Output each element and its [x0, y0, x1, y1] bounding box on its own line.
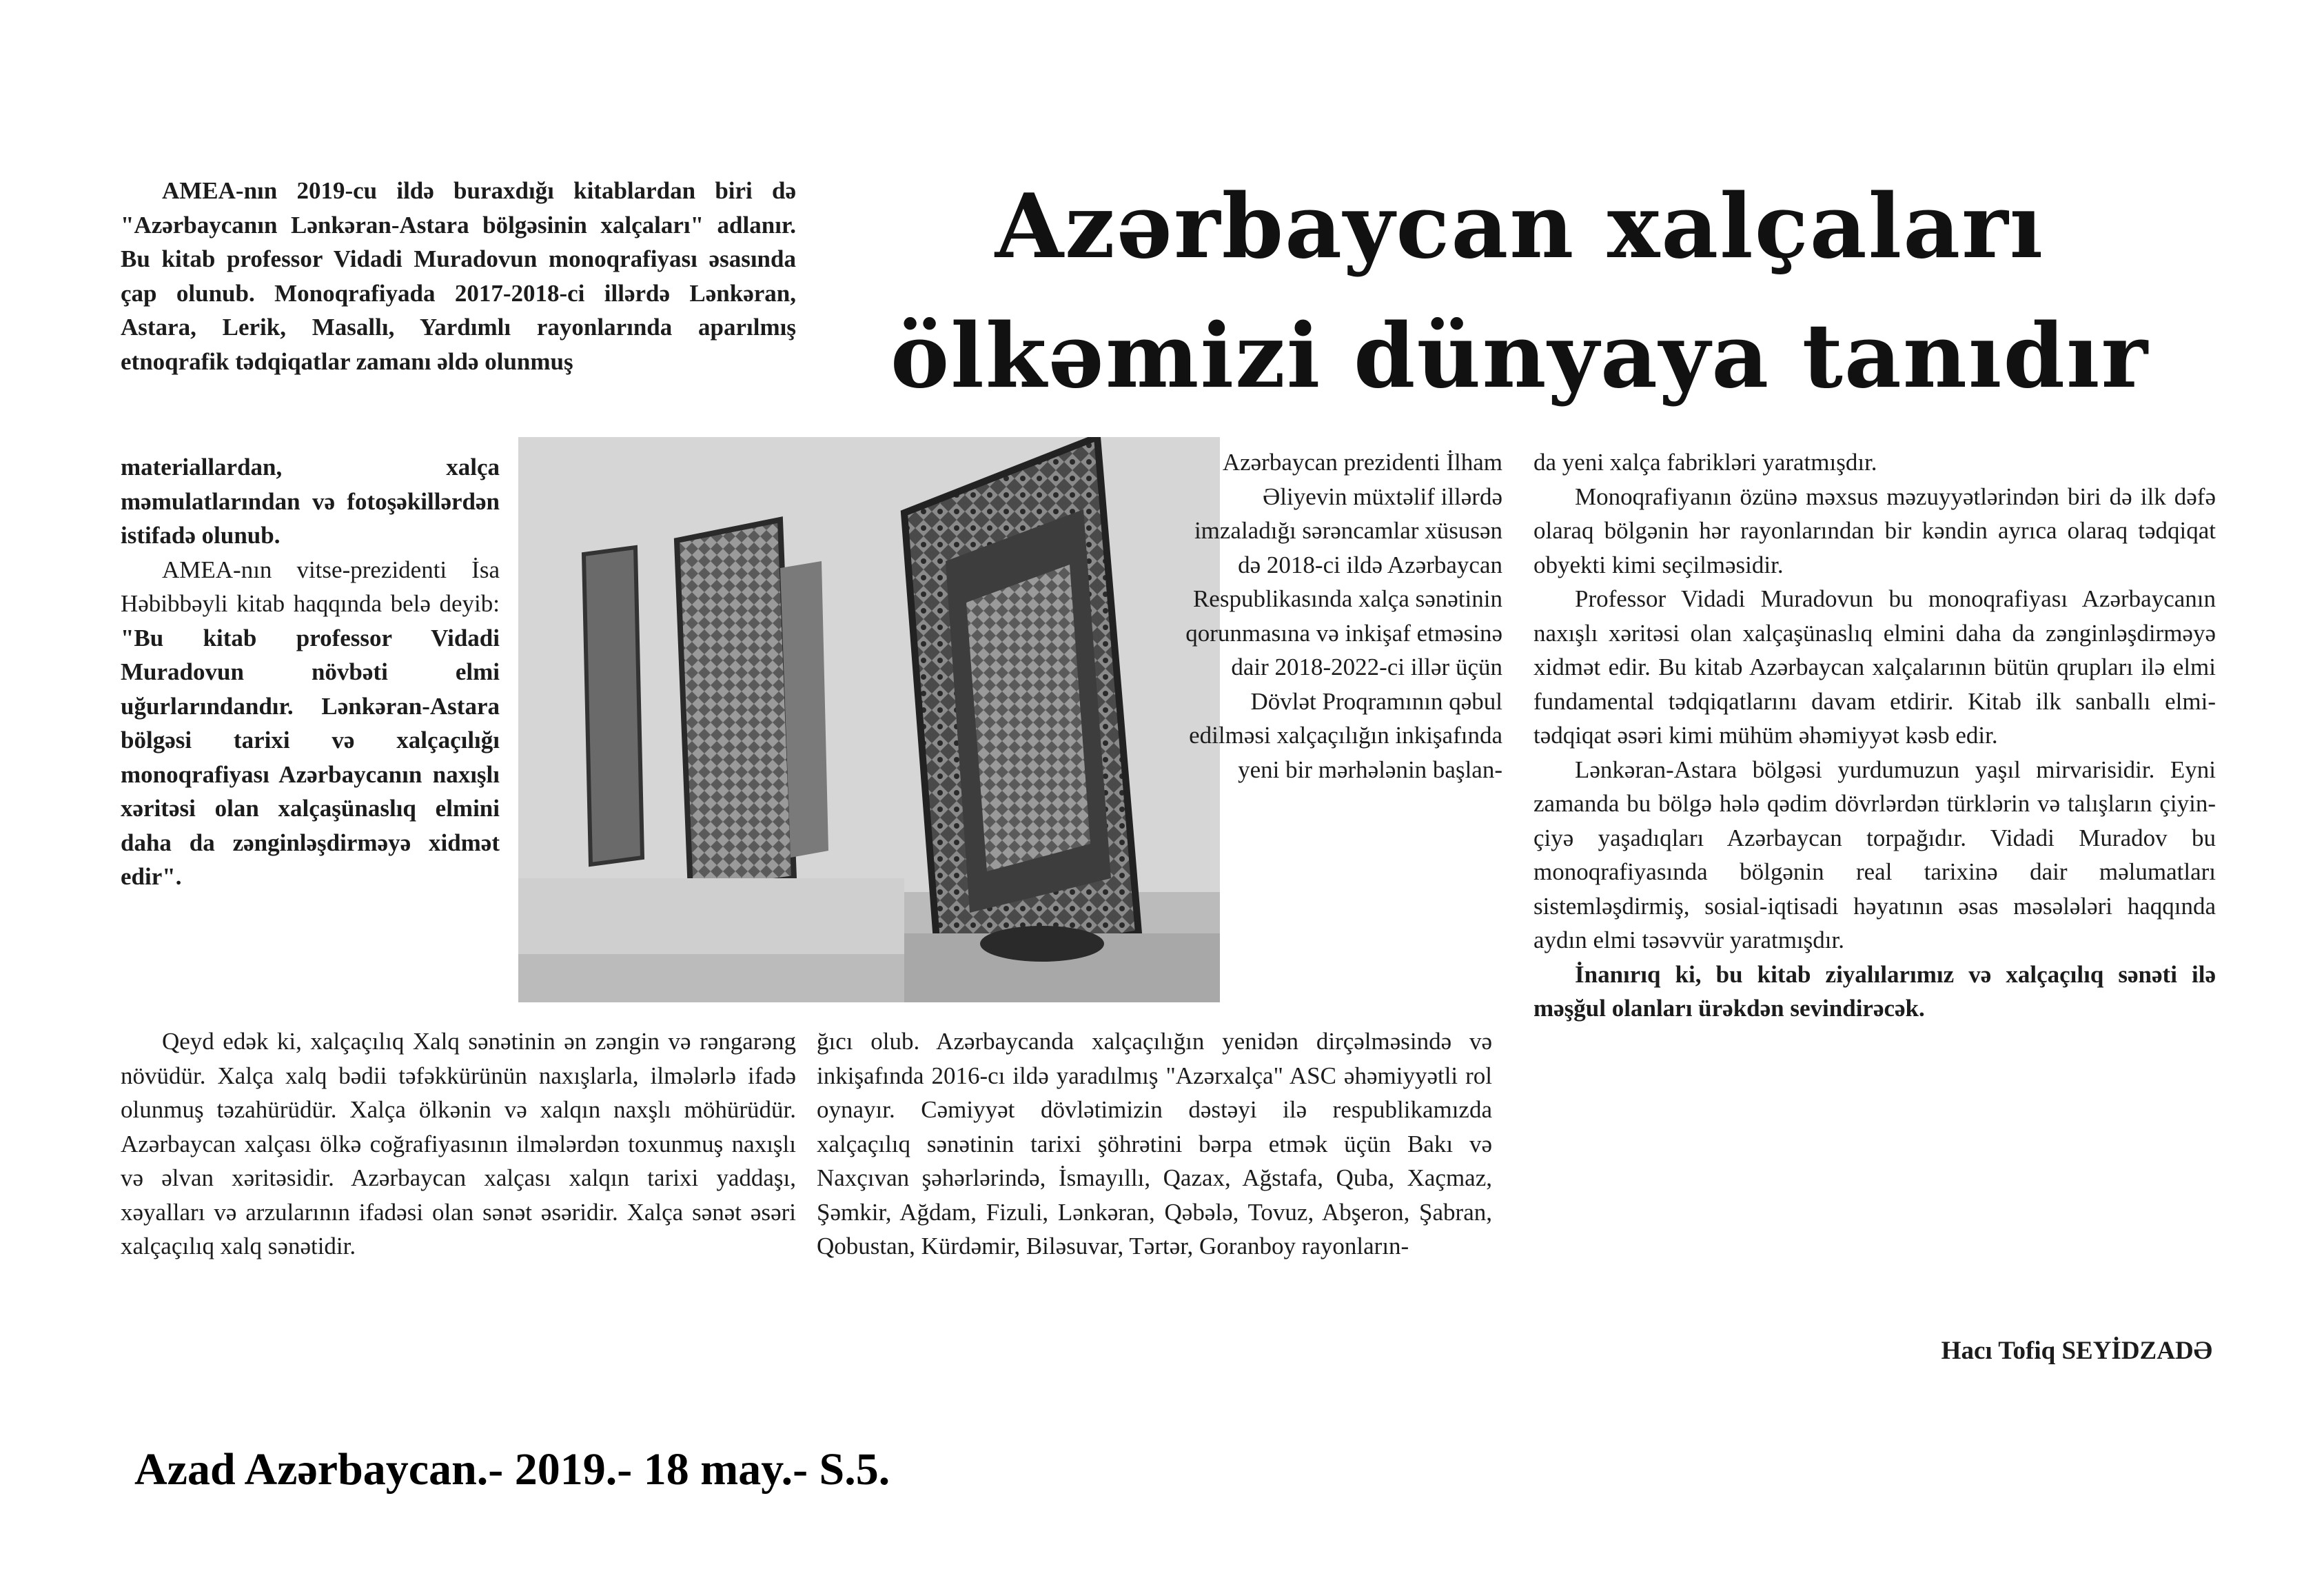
intro-paragraph: AMEA-nın 2019-cu ildə buraxdığı kitablardan biri də "Azərbaycanın Lənkəran-Astara bölgəsinin xalçaları" adlanır. Bu kitab professor Vidadi Muradovun monoqrafiyası əsasında çap olunub. Monoqrafiyada 2017-2018-ci illərdə Lənkəran, Astara, Lerik, Masallı, Yardımlı rayonlarında aparılmış etnoqrafik tədqiqatlar zamanı əldə olunmuş: [121, 177, 796, 375]
headline-line-2: ölkəmizi dünyaya tanıdır: [890, 305, 2150, 408]
quote-lead: AMEA-nın vitse-prezidenti İsa Həbibbəyli kitab haqqında belə deyib:: [121, 556, 500, 617]
monograph-feature-paragraph: Monoqrafiyanın özünə məxsus məzuyyətlərindən biri də ilk dəfə olaraq bölgənin hər rayonlarından bir kəndin ayrıca olaraq tədqiqat obyekti kimi seçilməsidir.: [1533, 483, 2216, 578]
carpet-art-paragraph: Qeyd edək ki, xalçaçılıq Xalq sənətinin ən zəngin və rəngarəng növüdür. Xalça xalq bədii təfəkkürünün naxışlarla, ilmələrlə ifadə olunmuş təzahürüdür. Xalça ölkənin və xalqın naxşlı möhürüdür. Azərbaycan xalçası ölkə coğrafiyasının ilmələrdən toxunmuş naxışlı və əlvan xəritəsidir. Azərbaycan xalçası xalqın tarixi yaddaşı, xəyalları və arzularının ifadəsi olan sənət əsəridir. Xalça sənət əsəri xalçaçılıq xalq sənətidir.: [121, 1028, 796, 1259]
azerxalca-paragraph: ğıcı olub. Azərbaycanda xalçaçılığın yenidən dirçəlməsində və inkişafında 2016-cı ildə yaradılmış "Azərxalça" ASC əhəmiyyətli rol oynayır. Cəmiyyət dövlətimizin dəstəyi ilə respublikamızda xalçaçılıq sənətinin tarixi şöhrətini bərpa etmək üçün Bakı və Naxçıvan şəhərlərində, İsmayıllı, Qazax, Ağstafa, Quba, Xaçmaz, Şəmkir, Ağdam, Fizuli, Lənkəran, Qəbələ, Tovuz, Abşeron, Şabran, Qobustan, Kürdəmir, Biləsuvar, Tərtər, Goranboy rayonların-: [817, 1028, 1492, 1259]
column-2-right-text: [1175, 445, 1502, 787]
intro-paragraph-end: materiallardan, xalça məmulatlarından və fotoşəkillərdən istifadə olunub.: [121, 454, 500, 549]
column-3: [1533, 445, 2216, 1026]
headline-line-1: Azərbaycan xalçaları: [995, 175, 2045, 279]
source-citation: Azad Azərbaycan.- 2019.- 18 may.- S.5.: [134, 1444, 890, 1495]
column-1-bottom: [121, 1024, 796, 1264]
closing-paragraph: İnanırıq ki, bu kitab ziyalılarımız və xalçaçılıq sənəti ilə məşğul olanları ürəkdən sevindirəcək.: [1533, 960, 2216, 1022]
author-byline: Hacı Tofiq SEYİDZADƏ: [1941, 1337, 2212, 1365]
column-2-bottom: [817, 1024, 1492, 1264]
monograph-value-paragraph: Professor Vidadi Muradovun bu monoqrafiyası Azərbaycanın naxışlı xəritəsi olan xalçaşünaslıq elmini daha da zənginləşdirməyə xidmət edir. Bu kitab Azərbaycan xalçalarının bütün qrupları ilə elmi fundamental tədqiqatlarını davam etdirir. Kitab ilk sanballı elmi-tədqiqat əsəri kimi mühüm əhəmiyyət kəsb edir.: [1533, 585, 2216, 749]
program-paragraph: Azərbaycan prezidenti İlham Əliyevin müxtəlif illərdə imzaladığı sərəncamlar xüsusən də 2018-ci ildə Azərbaycan Respublikasında xalça sənətinin qorunmasına və inkişaf etməsinə dair 2018-2022-ci illər üçün Dövlət Proqramının qəbul edilməsi xalçaçılığın inkişafında yeni bir mərhələnin başlan-: [1185, 449, 1502, 783]
factories-line: da yeni xalça fabrikləri yaratmışdır.: [1533, 449, 1877, 476]
carpet-exhibition-photo: [518, 437, 1220, 1002]
quote-body: "Bu kitab professor Vidadi Muradovun növbəti elmi uğurlarındandır. Lənkəran-Astara bölgəsi tarixi və xalçaçılığı monoqrafiyası Azərbaycanın naxışlı xəritəsi olan xalçaşünaslıq elmini daha da zənginləşdirməyə xidmət edir".: [121, 624, 500, 890]
article-headline: [830, 162, 2209, 421]
column-1-intro: [121, 174, 796, 378]
region-paragraph: Lənkəran-Astara bölgəsi yurdumuzun yaşıl mirvarisidir. Eyni zamanda bu bölgə hələ qədim dövrlərdən türklərin və talışların çiyin-çiyə yaşadıqları Azərbaycan torpağıdır. Vidadi Muradov bu monoqrafiyasında bölgənin real tarixinə dair məlumatları sistemləşdirmiş, sosial-iqtisadi həyatının əsas məsələləri haqqında aydın elmi təsəvvür yaratmışdır.: [1533, 756, 2216, 953]
column-1-wrapped-text: [121, 450, 500, 894]
quote-paragraph: [121, 553, 500, 894]
carpet-photo-illustration: [518, 437, 1220, 1002]
